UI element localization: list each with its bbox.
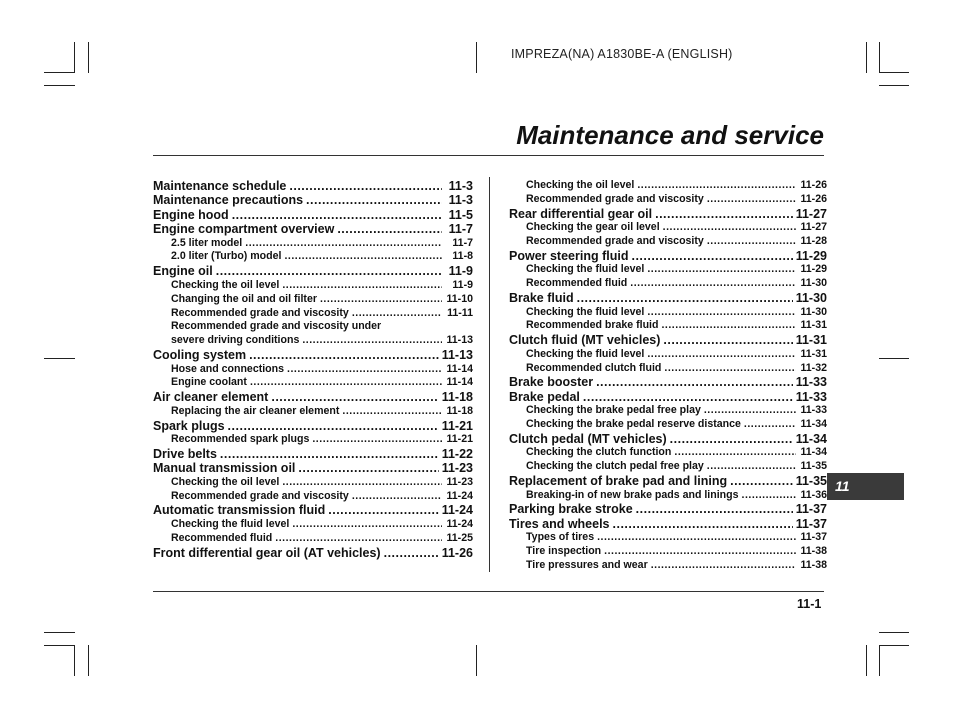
toc-subentry[interactable] [153,433,473,447]
toc-entry[interactable] [509,502,827,516]
toc-entry-page: 11-14 [446,376,473,389]
toc-entry-page: 11-18 [446,404,473,417]
toc-entry-page: 11-24 [446,489,473,502]
leader-dots [613,517,793,531]
toc-entry-label: Recommended spark plugs [171,433,310,446]
toc-entry[interactable] [153,193,473,207]
toc-entry-label: Checking the fluid level [171,517,290,530]
toc-subentry[interactable] [153,279,473,293]
toc-entry-page: 11-34 [800,418,827,431]
toc-entry-label: Recommended fluid [171,531,273,544]
leader-dots [637,179,796,193]
toc-entry[interactable] [153,222,473,236]
leader-dots [704,404,796,418]
leader-dots [730,474,793,488]
toc-subentry[interactable] [509,489,827,503]
toc-entry-page: 11-30 [800,277,827,290]
toc-column-left [153,179,473,560]
leader-dots [352,307,442,321]
leader-dots [302,334,442,348]
toc-entry-label: Engine compartment overview [153,222,335,237]
toc-subentry[interactable] [153,376,473,390]
toc-subentry[interactable] [153,490,473,504]
leader-dots [630,277,796,291]
crop-mark [879,358,909,359]
leader-dots [271,390,438,404]
toc-subentry[interactable] [509,362,827,376]
document-code: IMPREZA(NA) A1830BE-A (ENGLISH) [511,47,733,61]
toc-entry-label: Recommended grade and viscosity [526,235,704,248]
toc-entry-label: 2.0 liter (Turbo) model [171,250,282,263]
crop-mark [866,42,867,73]
toc-entry-page: 11-9 [452,278,473,291]
toc-subentry[interactable] [153,334,473,348]
toc-subentry[interactable] [509,221,827,235]
leader-dots [707,460,796,474]
toc-entry-page: 11-37 [795,502,827,517]
toc-entry-label: Checking the fluid level [526,305,645,318]
crop-mark [879,42,880,73]
toc-entry-label: Checking the clutch function [526,446,672,459]
leader-dots [384,546,439,560]
toc-entry-page: 11-7 [448,222,473,237]
leader-dots [284,250,442,264]
crop-mark [879,85,909,86]
toc-subentry[interactable] [153,307,473,321]
leader-dots [320,293,442,307]
leader-dots [631,249,792,263]
toc-entry-label: Tire pressures and wear [526,559,648,572]
toc-entry-page: 11-33 [800,404,827,417]
toc-entry[interactable] [153,264,473,278]
toc-entry-page: 11-13 [441,348,473,363]
toc-entry-page: 11-5 [448,207,473,222]
crop-mark [866,645,867,676]
leader-dots [245,237,442,251]
toc-subentry[interactable] [509,531,827,545]
toc-entry[interactable] [153,390,473,404]
toc-subentry[interactable] [509,559,827,573]
toc-entry-page: 11-22 [441,446,473,461]
toc-entry-label: Engine coolant [171,376,247,389]
toc-entry[interactable] [153,546,473,560]
toc-entry[interactable] [153,348,473,362]
crop-mark [74,645,75,676]
toc-entry-label: Maintenance schedule [153,179,287,193]
leader-dots [651,559,796,573]
toc-entry-label: Manual transmission oil [153,461,296,476]
toc-entry-page: 11-8 [452,250,473,263]
toc-entry-label: Checking the brake pedal reserve distance [526,418,741,431]
chapter-tab-label: 11 [835,478,850,494]
toc-entry-label: Parking brake stroke [509,502,633,517]
toc-subentry[interactable] [509,263,827,277]
toc-entry-label: Power steering fluid [509,248,629,263]
toc-entry-page: 11-11 [447,306,473,319]
toc-entry-page: 11-34 [800,446,827,459]
toc-entry-page: 11-33 [795,389,827,404]
leader-dots [275,532,442,546]
toc-entry-label: Brake pedal [509,389,580,404]
leader-dots [663,333,792,347]
toc-subentry[interactable] [153,532,473,546]
footer-rule [153,591,824,592]
toc-entry-page: 11-23 [441,461,473,476]
toc-entry-label: Checking the oil level [171,278,280,291]
leader-dots [655,207,793,221]
toc-subentry[interactable] [509,179,827,193]
leader-dots [707,235,796,249]
toc-entry-page: 11-9 [448,264,473,279]
toc-entry-page: 11-27 [800,221,827,234]
toc-entry-page: 11-30 [795,291,827,306]
toc-subentry[interactable] [509,319,827,333]
toc-entry-label: Hose and connections [171,362,285,375]
crop-mark [879,645,880,676]
toc-entry-label: Front differential gear oil (AT vehicles) [153,545,381,560]
toc-entry-label: Replacement of brake pad and lining [509,474,728,489]
toc-entry-label: Brake fluid [509,291,574,306]
toc-subentry[interactable] [153,237,473,251]
toc-subentry[interactable] [153,320,473,334]
toc-entry-label: Recommended grade and viscosity [171,306,349,319]
toc-entry[interactable] [509,432,827,446]
toc-entry-label: Engine hood [153,207,229,222]
toc-entry-label: Recommended clutch fluid [526,361,662,374]
toc-subentry[interactable] [153,293,473,307]
leader-dots [298,461,438,475]
toc-entry-label: Checking the fluid level [526,347,645,360]
toc-entry[interactable] [509,375,827,389]
page-title: Maintenance and service [516,120,824,150]
crop-mark [44,632,75,633]
leader-dots [312,433,442,447]
toc-entry[interactable] [509,333,827,347]
page-number: 11-1 [797,597,822,611]
leader-dots [707,193,796,207]
toc-entry-page: 11-26 [441,545,473,560]
toc-entry-label: Checking the oil level [171,475,280,488]
crop-mark [88,645,89,676]
toc-entry-label: Spark plugs [153,418,225,433]
toc-entry-label: Checking the brake pedal free play [526,404,701,417]
toc-entry-page: 11-38 [800,545,827,558]
toc-entry-page: 11-21 [446,433,473,446]
toc-entry-label: Recommended grade and viscosity under [171,320,382,333]
leader-dots [577,291,793,305]
toc-subentry[interactable] [153,250,473,264]
toc-entry-page: 11-35 [800,460,827,473]
toc-entry-page: 11-23 [446,475,473,488]
crop-mark [74,42,75,73]
leader-dots [216,264,442,278]
toc-entry-page: 11-33 [795,375,827,390]
toc-entry-page: 11-34 [795,432,827,447]
toc-entry-label: Types of tires [526,531,595,544]
toc-subentry[interactable] [509,460,827,474]
crop-mark [44,358,75,359]
toc-entry-label: Drive belts [153,446,217,461]
leader-dots [282,279,442,293]
crop-mark [44,645,75,646]
toc-entry-label: Replacing the air cleaner element [171,404,340,417]
toc-subentry[interactable] [509,306,827,320]
toc-entry-label: Engine oil [153,264,213,279]
toc-entry-page: 11-3 [448,193,473,208]
toc-entry-page: 11-29 [800,263,827,276]
crop-mark [879,632,909,633]
leader-dots [337,222,442,236]
toc-subentry[interactable] [509,193,827,207]
leader-dots [647,306,796,320]
toc-entry-label: Checking the fluid level [526,263,645,276]
toc-entry[interactable] [509,249,827,263]
toc-entry[interactable] [153,461,473,475]
leader-dots [647,263,796,277]
toc-entry-page: 11-3 [448,179,473,193]
leader-dots [306,193,442,207]
crop-mark [476,42,477,73]
toc-entry[interactable] [509,474,827,488]
toc-entry-label: Recommended brake fluid [526,319,659,332]
crop-mark [476,645,477,676]
toc-entry-page: 11-38 [800,559,827,572]
toc-entry[interactable] [509,207,827,221]
toc-entry-page: 11-27 [795,206,827,221]
toc-entry-page: 11-37 [800,531,827,544]
toc-entry-label: 2.5 liter model [171,236,243,249]
toc-entry-page: 11-14 [446,362,473,375]
toc-entry-label: Brake booster [509,375,594,390]
toc-entry-page: 11-31 [800,319,827,332]
toc-entry-page: 11-31 [795,333,827,348]
toc-entry-page: 11-25 [446,531,473,544]
leader-dots [292,518,442,532]
leader-dots [744,418,796,432]
toc-entry-label: Recommended grade and viscosity [171,489,349,502]
crop-mark [88,42,89,73]
toc-entry[interactable] [153,179,473,193]
toc-entry-label: Cooling system [153,348,247,363]
leader-dots [232,208,442,222]
toc-entry[interactable] [509,291,827,305]
toc-entry[interactable] [153,419,473,433]
toc-entry-label: severe driving conditions [171,334,300,347]
leader-dots [664,362,796,376]
toc-entry-page: 11-36 [800,488,827,501]
toc-entry-page: 11-32 [800,361,827,374]
toc-subentry[interactable] [509,348,827,362]
leader-dots [647,348,796,362]
leader-dots [250,376,442,390]
toc-subentry[interactable] [509,545,827,559]
toc-entry-label: Rear differential gear oil [509,206,653,221]
toc-entry-label: Breaking-in of new brake pads and linings [526,488,739,501]
toc-entry-label: Recommended grade and viscosity [526,192,704,205]
toc-entry[interactable] [153,208,473,222]
leader-dots [289,179,442,193]
toc-entry-page: 11-26 [800,192,827,205]
toc-entry-label: Checking the clutch pedal free play [526,460,704,473]
toc-entry-label: Changing the oil and oil filter [171,292,317,305]
toc-entry-page: 11-13 [446,334,473,347]
toc-entry-page: 11-37 [795,516,827,531]
toc-entry-page: 11-24 [446,517,473,530]
leader-dots [228,419,439,433]
toc-entry-label: Automatic transmission fluid [153,503,326,518]
toc-subentry[interactable] [509,418,827,432]
toc-entry[interactable] [509,390,827,404]
leader-dots [287,363,442,377]
toc-subentry[interactable] [509,235,827,249]
column-divider [489,177,490,572]
leader-dots [342,405,442,419]
toc-entry[interactable] [153,447,473,461]
toc-entry-page: 11-31 [800,347,827,360]
leader-dots [249,348,439,362]
toc-subentry[interactable] [509,404,827,418]
leader-dots [661,319,796,333]
leader-dots [742,489,796,503]
toc-entry[interactable] [509,517,827,531]
toc-subentry[interactable] [509,277,827,291]
toc-entry-page: 11-26 [800,179,827,191]
toc-entry-page: 11-18 [441,390,473,405]
toc-subentry[interactable] [509,446,827,460]
leader-dots [220,447,439,461]
toc-entry-label: Checking the oil level [526,179,635,191]
toc-column-right [509,179,827,573]
toc-subentry[interactable] [153,518,473,532]
leader-dots [636,502,793,516]
toc-entry-page: 11-7 [452,236,473,249]
toc-entry-page: 11-35 [795,474,827,489]
leader-dots [674,446,796,460]
leader-dots [282,476,442,490]
crop-mark [44,72,75,73]
leader-dots [604,545,796,559]
toc-entry-label: Checking the gear oil level [526,221,660,234]
toc-entry-page: 11-28 [800,235,827,248]
leader-dots [352,490,442,504]
leader-dots [670,432,793,446]
toc-entry-label: Clutch pedal (MT vehicles) [509,432,667,447]
toc-entry-label: Clutch fluid (MT vehicles) [509,333,661,348]
toc-subentry[interactable] [153,363,473,377]
toc-entry-page: 11-10 [446,292,473,305]
leader-dots [583,390,793,404]
toc-subentry[interactable] [153,405,473,419]
toc-entry-page: 11-21 [441,418,473,433]
toc-entry-label: Air cleaner element [153,390,269,405]
toc-entry[interactable] [153,503,473,517]
leader-dots [663,221,796,235]
leader-dots [328,503,438,517]
leader-dots [597,531,796,545]
toc-entry-label: Maintenance precautions [153,193,304,208]
toc-entry-page: 11-29 [795,248,827,263]
toc-entry-page: 11-24 [441,503,473,518]
toc-entry-label: Tires and wheels [509,516,610,531]
crop-mark [44,85,75,86]
chapter-tab [827,473,904,500]
toc-subentry[interactable] [153,476,473,490]
title-rule [153,155,824,156]
toc-entry-label: Tire inspection [526,545,602,558]
toc-entry-label: Recommended fluid [526,277,628,290]
crop-mark [879,72,909,73]
crop-mark [879,645,909,646]
leader-dots [596,375,793,389]
toc-entry-page: 11-30 [800,305,827,318]
